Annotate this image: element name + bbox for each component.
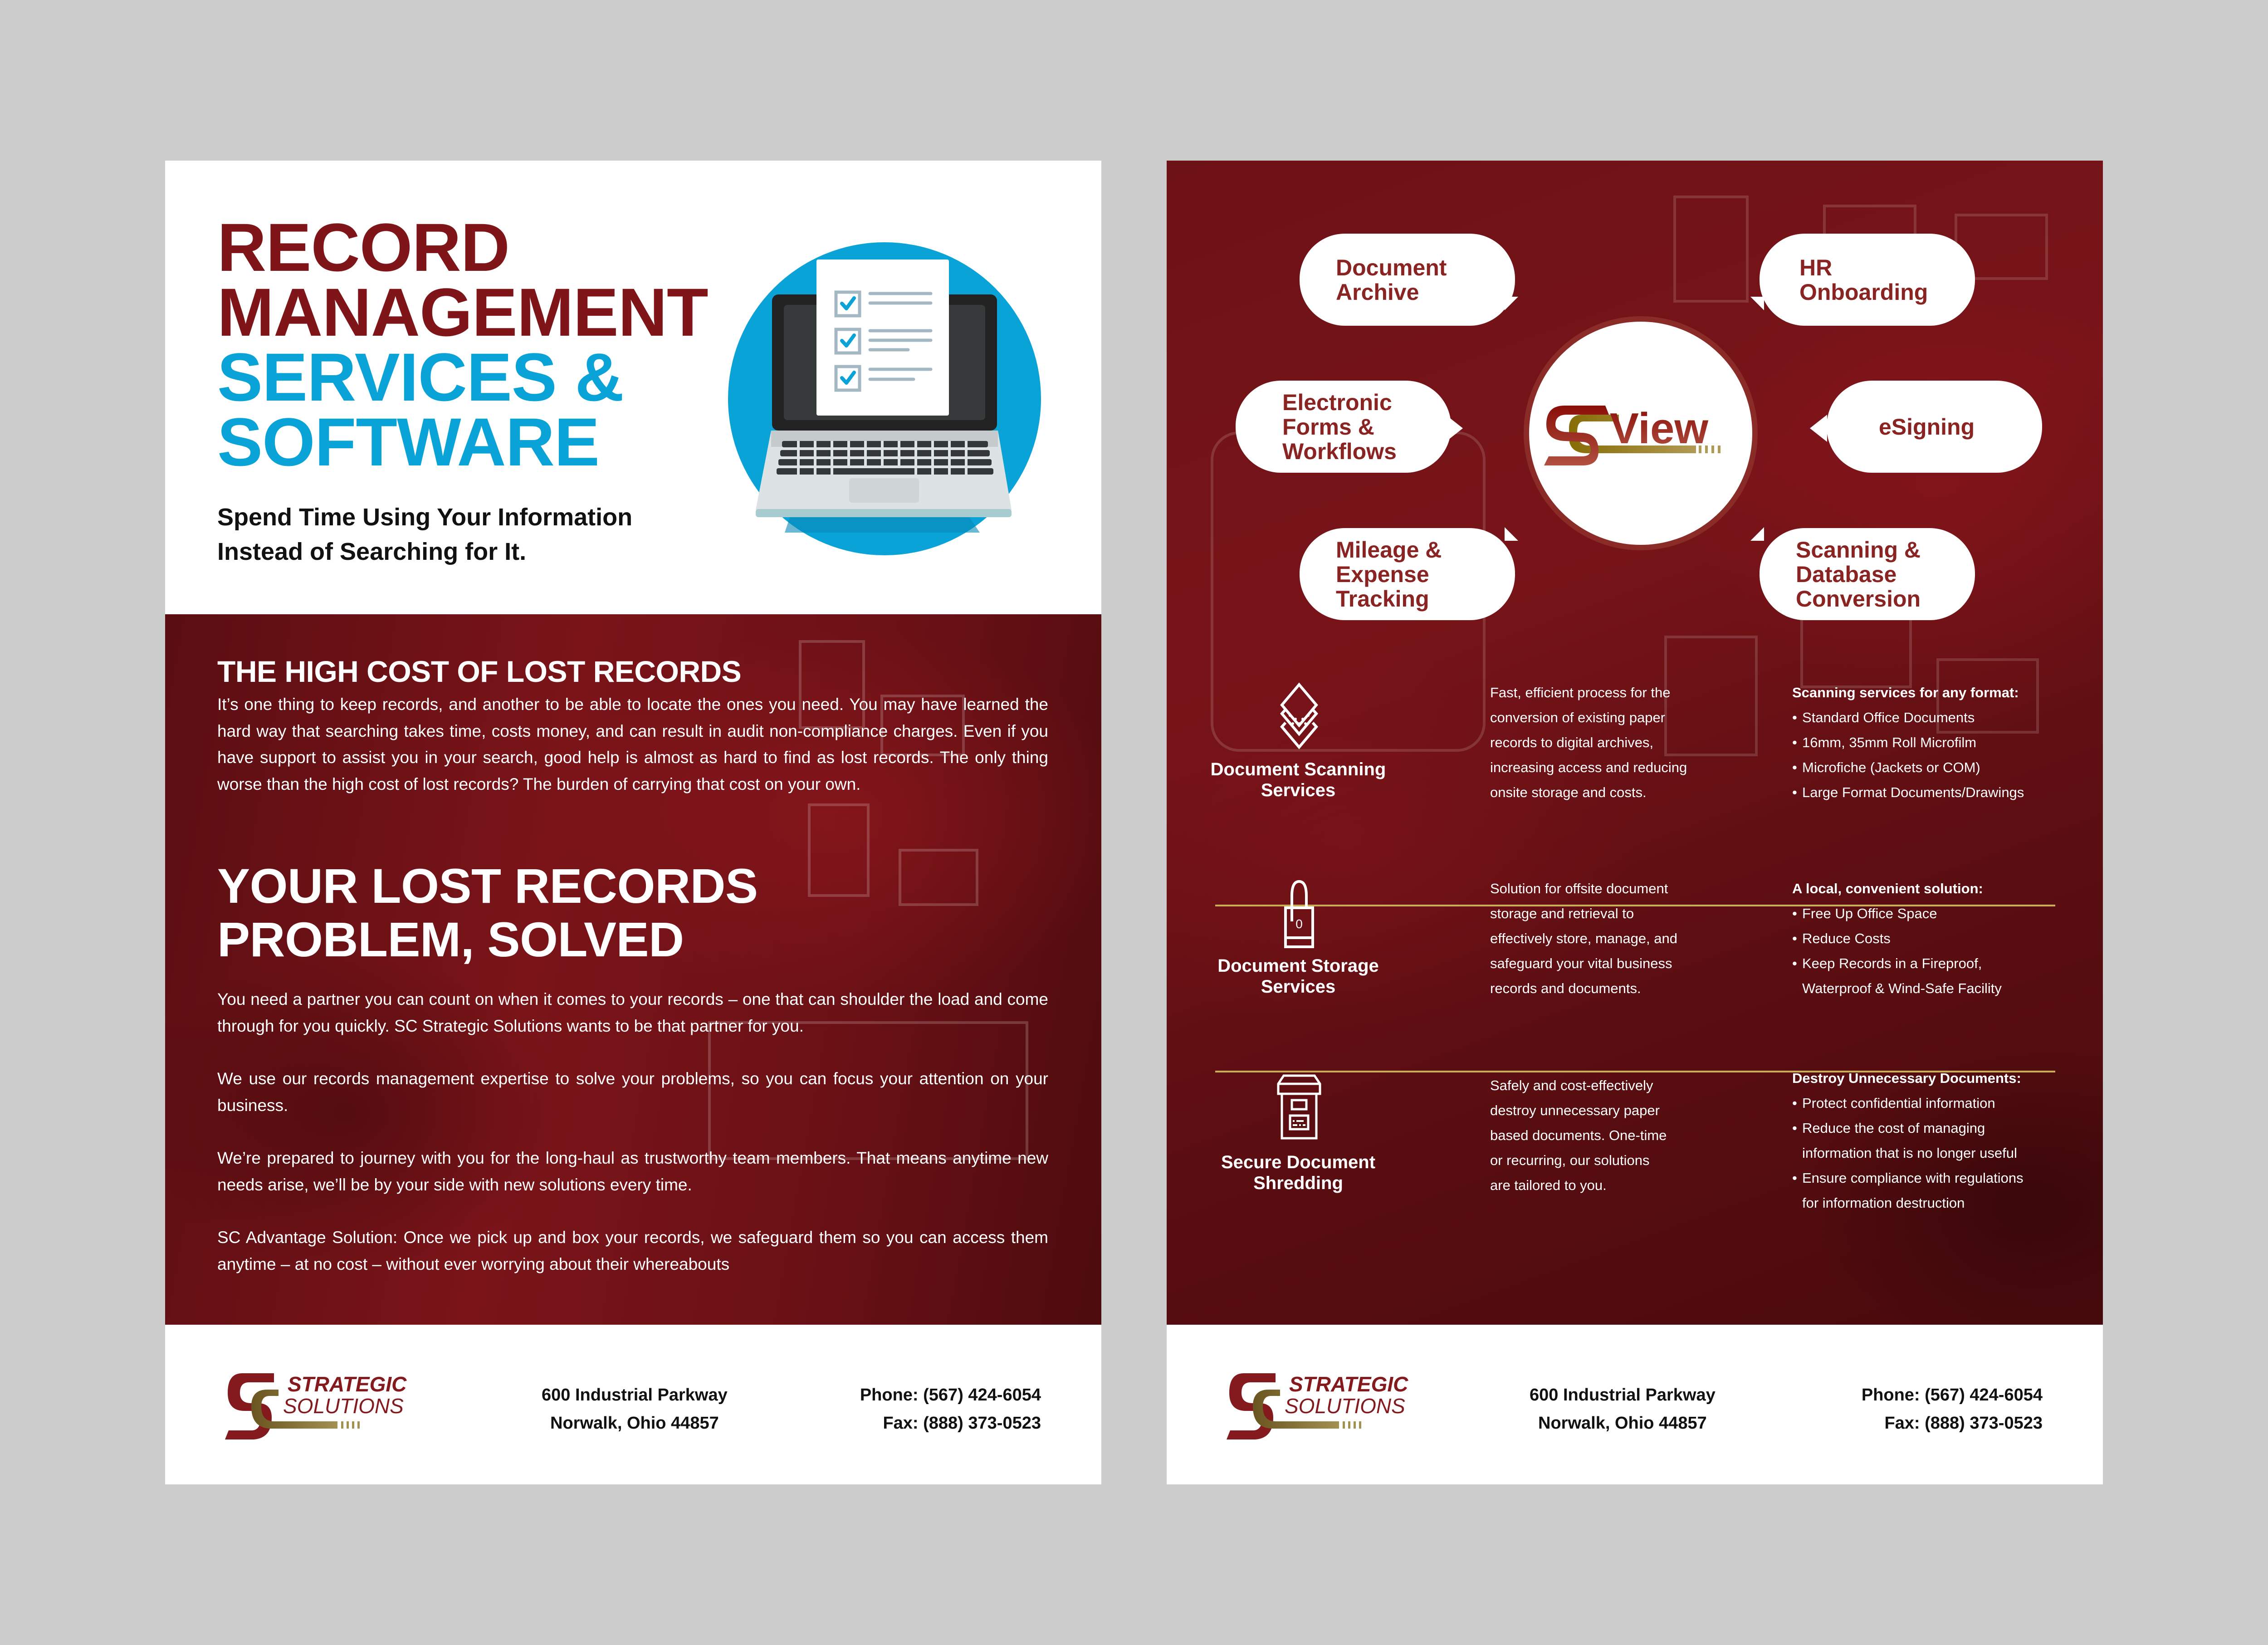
description-line: destroy unnecessary paper <box>1490 1102 1660 1118</box>
address-street: 600 Industrial Parkway <box>1530 1386 1716 1405</box>
company-address <box>1530 1381 1716 1437</box>
bubble-label: Electronic <box>1282 389 1392 415</box>
service-name <box>1203 759 1393 801</box>
svg-text:STRATEGIC: STRATEGIC <box>288 1372 407 1396</box>
list-item: • Reduce Costs <box>1792 926 2002 951</box>
bubble-label: Database <box>1796 561 1897 587</box>
padlock-icon <box>1263 876 1335 949</box>
service-feature-list <box>1792 680 2024 805</box>
service-name-line: Document Storage <box>1217 956 1379 976</box>
bubble-tail <box>1446 415 1463 442</box>
title-line: YOUR LOST RECORDS <box>217 858 758 913</box>
tagline-line: Instead of Searching for It. <box>217 538 527 565</box>
bubble-tail <box>1505 297 1518 310</box>
address-street: 600 Industrial Parkway <box>542 1386 728 1405</box>
laptop-checklist-icon <box>726 242 1043 560</box>
strategic-solutions-logo <box>224 1368 437 1445</box>
company-contact <box>1862 1381 2043 1437</box>
tagline-line: Spend Time Using Your Information <box>217 504 633 531</box>
svg-text:STRATEGIC: STRATEGIC <box>1289 1372 1408 1396</box>
solved-paragraph: You need a partner you can count on when it comes to your records – one that can shoulder the load and come through for you quickly. SC Strategic Solutions wants to be that partner for you. <box>217 990 1048 1035</box>
feature-bubble-scanning-database <box>1760 528 1975 620</box>
address-city: Norwalk, Ohio 44857 <box>550 1414 719 1433</box>
bubble-tail <box>1750 297 1764 310</box>
description-line: Safely and cost-effectively <box>1490 1077 1653 1093</box>
title-line: SOFTWARE <box>217 404 599 480</box>
phone-number[interactable]: Phone: (567) 424-6054 <box>1861 1386 2043 1405</box>
service-name-line: Services <box>1261 977 1336 997</box>
service-name <box>1203 955 1393 997</box>
bubble-label: Document <box>1336 255 1447 280</box>
description-line: effectively store, manage, and <box>1490 930 1678 946</box>
bubble-label: Workflows <box>1282 438 1397 464</box>
list-item: • Protect confidential information <box>1792 1091 2024 1116</box>
flyer-page-back <box>1167 161 2103 1484</box>
scview-logo <box>1542 397 1741 469</box>
phone-number[interactable]: Phone: (567) 424-6054 <box>860 1386 1041 1405</box>
feature-bubble-mileage-expense <box>1300 528 1515 620</box>
description-line: based documents. One-time <box>1490 1127 1667 1143</box>
page-title <box>217 209 708 480</box>
list-item: • 16mm, 35mm Roll Microfilm <box>1792 730 2024 755</box>
tagline <box>217 500 632 569</box>
description-line: increasing access and reducing <box>1490 759 1687 775</box>
svg-text:SOLUTIONS: SOLUTIONS <box>1285 1394 1405 1418</box>
bubble-label: HR <box>1799 255 1833 280</box>
list-item-continued: Waterproof & Wind-Safe Facility <box>1802 980 2002 996</box>
scview-logo-badge <box>1524 316 1758 550</box>
service-name-line: Shredding <box>1253 1173 1343 1193</box>
page-footer <box>1167 1325 2103 1484</box>
service-feature-list <box>1792 876 2002 1001</box>
stacked-layers-icon <box>1263 680 1335 753</box>
svg-text:View: View <box>1610 404 1709 453</box>
feature-bubble-document-archive <box>1300 234 1515 326</box>
bubble-tail <box>1810 415 1827 442</box>
hero-section <box>165 161 1101 614</box>
bubble-label: Mileage & <box>1336 537 1442 563</box>
description-line: conversion of existing paper <box>1490 710 1666 725</box>
list-item: • Ensure compliance with regulations <box>1792 1165 2024 1190</box>
list-item-continued: information that is no longer useful <box>1802 1145 2017 1161</box>
service-description <box>1490 1073 1667 1198</box>
list-heading: Destroy Unnecessary Documents: <box>1792 1070 2021 1086</box>
list-item-continued: for information destruction <box>1802 1195 1965 1211</box>
company-address <box>542 1381 728 1437</box>
solved-paragraph: We’re prepared to journey with you for the long-haul as trustworthy team members. That means anytime new needs arise, we’ll be by your side with new solutions every time. <box>217 1149 1048 1194</box>
list-item: • Reduce the cost of managing <box>1792 1116 2024 1141</box>
bubble-tail <box>1750 527 1764 541</box>
service-feature-list <box>1792 1066 2024 1215</box>
description-line: records and documents. <box>1490 980 1641 996</box>
title-line: RECORD <box>217 209 510 285</box>
list-heading: A local, convenient solution: <box>1792 881 1983 896</box>
feature-bubble-esigning <box>1827 381 2042 473</box>
records-box-icon <box>1263 1070 1335 1143</box>
title-line: PROBLEM, SOLVED <box>217 912 684 967</box>
list-item: • Microfiche (Jackets or COM) <box>1792 755 2024 780</box>
fax-number: Fax: (888) 373-0523 <box>1884 1414 2043 1433</box>
service-name-line: Services <box>1261 780 1336 800</box>
solved-paragraph: SC Advantage Solution: Once we pick up and box your records, we safeguard them so you can access them anytime – at no cost – without ever worrying about their whereabouts <box>217 1228 1048 1273</box>
list-item: • Large Format Documents/Drawings <box>1792 780 2024 805</box>
service-name <box>1203 1152 1393 1194</box>
bubble-label: Archive <box>1336 279 1419 305</box>
company-contact <box>860 1381 1041 1437</box>
bubble-label: Tracking <box>1336 586 1429 612</box>
svg-text:0: 0 <box>1295 917 1303 931</box>
solved-paragraph: We use our records management expertise to solve your problems, so you can focus your attention on your business. <box>217 1069 1048 1115</box>
list-item: • Free Up Office Space <box>1792 901 2002 926</box>
bubble-label: Expense <box>1336 561 1429 587</box>
section-title-solved <box>217 859 758 966</box>
bubble-label: Conversion <box>1796 586 1921 612</box>
feature-bubble-hr-onboarding <box>1760 234 1975 326</box>
section-title-high-cost: THE HIGH COST OF LOST RECORDS <box>217 655 742 688</box>
description-line: storage and retrieval to <box>1490 906 1634 921</box>
service-name-line: Secure Document <box>1221 1152 1376 1172</box>
content-band <box>165 614 1101 1325</box>
svg-text:SOLUTIONS: SOLUTIONS <box>283 1394 404 1418</box>
title-line: SERVICES & <box>217 339 624 415</box>
service-name-line: Document Scanning <box>1210 759 1386 779</box>
strategic-solutions-logo <box>1226 1368 1439 1445</box>
description-line: are tailored to you. <box>1490 1177 1607 1193</box>
description-line: or recurring, our solutions <box>1490 1152 1650 1168</box>
content-band <box>1167 161 2103 1325</box>
list-item: • Standard Office Documents <box>1792 705 2024 730</box>
bubble-label: eSigning <box>1879 414 1975 440</box>
service-description <box>1490 876 1677 1001</box>
list-item: • Keep Records in a Fireproof, <box>1792 951 2002 976</box>
description-line: onsite storage and costs. <box>1490 784 1647 800</box>
address-city: Norwalk, Ohio 44857 <box>1538 1414 1707 1433</box>
feature-bubble-electronic-forms <box>1236 381 1451 473</box>
bubble-label: Scanning & <box>1796 537 1921 563</box>
fax-number: Fax: (888) 373-0523 <box>883 1414 1041 1433</box>
high-cost-paragraph: It’s one thing to keep records, and another to be able to locate the ones you need. You may have learned the hard way that searching takes time, costs money, and can result in audit non-compliance charges. Even if you have support to assist you in your search, good help is almost as hard to find as lost records. The only thing worse than the high cost of lost records? The burden of carrying that cost on your own. <box>217 695 1048 793</box>
service-description <box>1490 680 1687 805</box>
list-heading: Scanning services for any format: <box>1792 685 2019 700</box>
description-line: safeguard your vital business <box>1490 955 1672 971</box>
title-line: MANAGEMENT <box>217 274 708 350</box>
page-footer <box>165 1325 1101 1484</box>
description-line: Solution for offsite document <box>1490 881 1668 896</box>
flyer-page-front <box>165 161 1101 1484</box>
bubble-label: Forms & <box>1282 414 1374 440</box>
bubble-tail <box>1505 527 1518 541</box>
description-line: records to digital archives, <box>1490 734 1654 750</box>
bubble-label: Onboarding <box>1799 279 1928 305</box>
description-line: Fast, efficient process for the <box>1490 685 1671 700</box>
